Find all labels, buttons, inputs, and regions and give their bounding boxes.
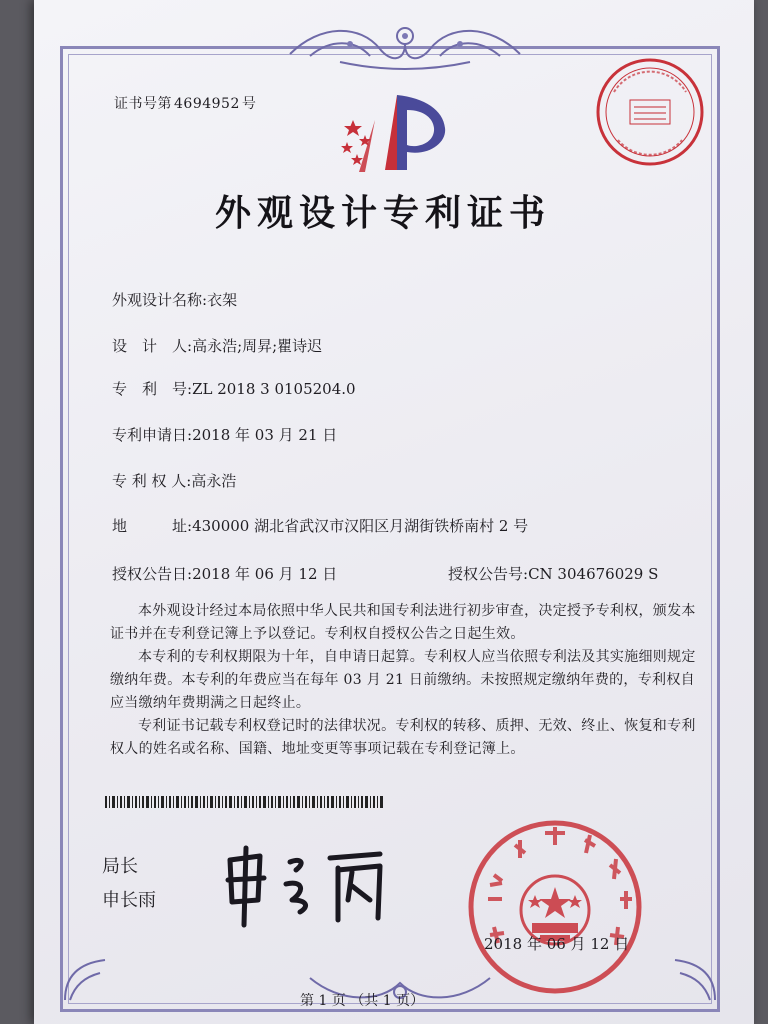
- tax-stamp-icon: [590, 52, 710, 172]
- grant-date-label: 授权公告日:: [112, 565, 193, 583]
- grant-number-value: CN 304676029 S: [528, 565, 659, 583]
- certificate-number: [112, 93, 256, 113]
- patent-holder-row: [112, 470, 236, 491]
- body-paragraph-1: 本外观设计经过本局依照中华人民共和国专利法进行初步审查，决定授予专利权，颁发本证书并在专利登记簿上予以登记。专利权自授权公告之日起生效。: [110, 603, 696, 642]
- national-ip-office-seal-icon: [460, 815, 650, 1000]
- grant-date-row: [112, 563, 337, 584]
- patent-holder-value: 高永浩: [191, 472, 237, 490]
- grant-number-row: [448, 563, 658, 584]
- designer-value: 高永浩;周昇;瞿诗迟: [192, 337, 323, 355]
- filing-date-value: 2018 年 03 月 21 日: [192, 426, 338, 444]
- design-name-value: 衣架: [207, 291, 238, 309]
- design-name-label: 外观设计名称:: [112, 291, 208, 309]
- patent-number-value: ZL 2018 3 0105204.0: [192, 380, 356, 398]
- page-indicator: 第 1 页 （共 1 页）: [300, 993, 425, 1009]
- designer-row: [112, 335, 322, 356]
- filing-date-label: 专利申请日:: [112, 426, 193, 444]
- grant-number-label: 授权公告号:: [448, 565, 529, 583]
- corner-ornament-icon: [60, 955, 110, 1005]
- director-name: 申长雨: [102, 890, 156, 911]
- patent-office-logo-icon: [335, 90, 455, 175]
- design-name-row: [112, 289, 237, 310]
- top-ornament-icon: [280, 14, 530, 72]
- director-title: 局长: [102, 856, 138, 877]
- certificate-title: 外观设计专利证书: [215, 192, 552, 234]
- corner-ornament-icon: [670, 955, 720, 1005]
- filing-date-row: [112, 424, 337, 445]
- director-signature-icon: [220, 840, 400, 930]
- address-value: 430000 湖北省武汉市汉阳区月湖街铁桥南村 2 号: [192, 517, 529, 535]
- certificate-number-value: 4694952: [174, 96, 240, 112]
- body-paragraph-3: 专利证书记载专利权登记时的法律状况。专利权的转移、质押、无效、终止、恢复和专利权人的姓名或名称、国籍、地址变更等事项记载在专利登记簿上。: [110, 718, 696, 757]
- barcode-icon: [105, 796, 385, 808]
- patent-number-label: 专 利 号:: [112, 380, 193, 398]
- certificate-number-label: 证书号第: [114, 96, 172, 112]
- seal-date: 2018 年 06 月 12 日: [484, 935, 630, 953]
- designer-label: 设 计 人:: [112, 337, 193, 355]
- grant-date-value: 2018 年 06 月 12 日: [192, 565, 338, 583]
- address-label: 地 址:: [112, 517, 193, 535]
- patent-number-row: [112, 378, 356, 399]
- patent-holder-label: 专 利 权 人:: [112, 472, 192, 490]
- body-paragraph-2: 本专利的专利权期限为十年，自申请日起算。专利权人应当依照专利法及其实施细则规定缴纳年费。本专利的年费应当在每年 03 月 21 日前缴纳。未按照规定缴纳年费的，专利权自应当缴纳年费期满之日起终止。: [110, 649, 696, 711]
- certificate-number-suffix: 号: [241, 96, 257, 112]
- address-row: [112, 515, 528, 536]
